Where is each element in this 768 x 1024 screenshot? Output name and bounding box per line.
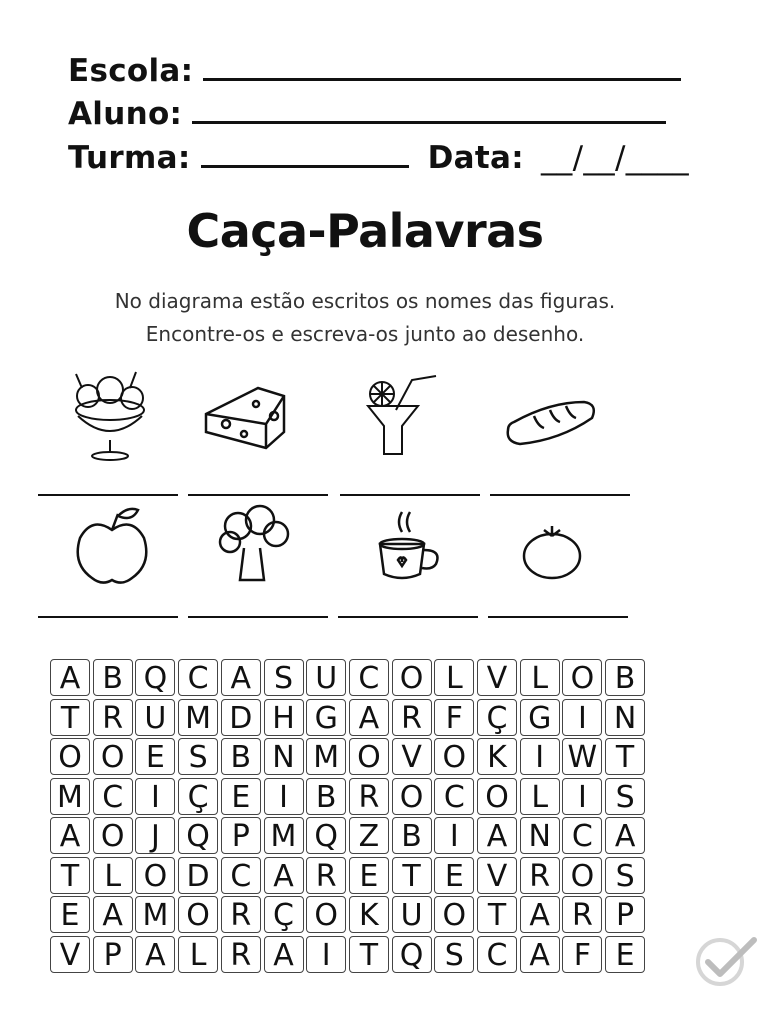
grid-cell[interactable]: A: [221, 659, 261, 696]
instructions-line-2: Encontre-os e escreva-os junto ao desenho.: [145, 322, 585, 346]
grid-cell[interactable]: C: [349, 659, 389, 696]
grid-cell[interactable]: T: [477, 896, 517, 933]
grid-cell[interactable]: D: [221, 699, 261, 736]
grid-cell[interactable]: N: [520, 817, 560, 854]
grid-cell[interactable]: B: [306, 778, 346, 815]
class-row: [68, 139, 689, 177]
grid-cell[interactable]: R: [392, 699, 432, 736]
grid-cell[interactable]: C: [477, 936, 517, 973]
grid-cell[interactable]: O: [93, 817, 133, 854]
grid-cell[interactable]: S: [264, 659, 304, 696]
queijo-icon: [196, 374, 296, 474]
student-label: Aluno:: [68, 96, 183, 132]
grid-cell[interactable]: V: [477, 857, 517, 894]
grid-cell[interactable]: M: [178, 699, 218, 736]
grid-cell[interactable]: O: [562, 857, 602, 894]
school-label: Escola:: [68, 53, 194, 89]
instructions: [0, 285, 730, 351]
pao-icon: [500, 380, 600, 480]
brocolis-icon: [204, 500, 304, 600]
grid-cell[interactable]: O: [392, 778, 432, 815]
grid-cell[interactable]: M: [306, 738, 346, 775]
grid-cell[interactable]: P: [221, 817, 261, 854]
grid-cell[interactable]: O: [434, 738, 474, 775]
answer-line-8[interactable]: [488, 616, 628, 618]
grid-cell[interactable]: N: [264, 738, 304, 775]
grid-cell[interactable]: O: [392, 659, 432, 696]
grid-cell[interactable]: E: [605, 936, 645, 973]
grid-cell[interactable]: C: [434, 778, 474, 815]
grid-cell[interactable]: A: [264, 936, 304, 973]
grid-cell[interactable]: Q: [178, 817, 218, 854]
grid-cell[interactable]: T: [50, 699, 90, 736]
grid-cell[interactable]: A: [93, 896, 133, 933]
answer-line-6[interactable]: [188, 616, 328, 618]
grid-cell[interactable]: Q: [135, 659, 175, 696]
grid-cell[interactable]: I: [434, 817, 474, 854]
grid-cell[interactable]: I: [520, 738, 560, 775]
grid-cell[interactable]: Q: [392, 936, 432, 973]
student-row: [68, 95, 666, 133]
answer-line-3[interactable]: [340, 494, 480, 496]
grid-cell[interactable]: B: [221, 738, 261, 775]
grid-cell[interactable]: G: [520, 699, 560, 736]
grid-cell[interactable]: A: [520, 936, 560, 973]
grid-cell[interactable]: R: [221, 896, 261, 933]
grid-cell[interactable]: L: [434, 659, 474, 696]
grid-cell[interactable]: N: [605, 699, 645, 736]
cafe-icon: [362, 502, 462, 602]
grid-cell[interactable]: T: [392, 857, 432, 894]
grid-cell[interactable]: C: [562, 817, 602, 854]
grid-cell[interactable]: C: [221, 857, 261, 894]
instructions-line-1: No diagrama estão escritos os nomes das figuras.: [114, 289, 616, 313]
school-row: [68, 52, 681, 90]
answer-line-7[interactable]: [338, 616, 478, 618]
date-label: Data:: [427, 140, 524, 176]
grid-cell[interactable]: K: [477, 738, 517, 775]
grid-cell[interactable]: I: [562, 778, 602, 815]
grid-cell[interactable]: O: [178, 896, 218, 933]
grid-cell[interactable]: B: [605, 659, 645, 696]
grid-cell[interactable]: I: [562, 699, 602, 736]
grid-cell[interactable]: P: [605, 896, 645, 933]
grid-cell[interactable]: V: [392, 738, 432, 775]
grid-cell[interactable]: R: [221, 936, 261, 973]
suco-icon: [356, 370, 456, 470]
grid-cell[interactable]: K: [349, 896, 389, 933]
grid-cell[interactable]: L: [520, 778, 560, 815]
grid-cell[interactable]: E: [434, 857, 474, 894]
grid-cell[interactable]: U: [306, 659, 346, 696]
grid-cell[interactable]: R: [93, 699, 133, 736]
grid-cell[interactable]: E: [221, 778, 261, 815]
grid-cell[interactable]: M: [135, 896, 175, 933]
grid-cell[interactable]: A: [477, 817, 517, 854]
grid-cell[interactable]: G: [306, 699, 346, 736]
grid-cell[interactable]: L: [178, 936, 218, 973]
grid-cell[interactable]: S: [178, 738, 218, 775]
grid-cell[interactable]: Ç: [477, 699, 517, 736]
grid-cell[interactable]: B: [93, 659, 133, 696]
grid-cell[interactable]: O: [562, 659, 602, 696]
grid-cell[interactable]: E: [349, 857, 389, 894]
maca-icon: [62, 502, 162, 602]
grid-cell[interactable]: B: [392, 817, 432, 854]
grid-cell[interactable]: R: [306, 857, 346, 894]
grid-cell[interactable]: A: [264, 857, 304, 894]
grid-cell[interactable]: M: [50, 778, 90, 815]
grid-cell[interactable]: L: [93, 857, 133, 894]
grid-cell[interactable]: O: [93, 738, 133, 775]
grid-cell[interactable]: A: [50, 659, 90, 696]
grid-cell[interactable]: T: [605, 738, 645, 775]
grid-cell[interactable]: J: [135, 817, 175, 854]
grid-cell[interactable]: O: [306, 896, 346, 933]
grid-cell[interactable]: M: [264, 817, 304, 854]
student-field[interactable]: [192, 95, 666, 124]
grid-cell[interactable]: E: [50, 896, 90, 933]
grid-cell[interactable]: C: [93, 778, 133, 815]
grid-cell[interactable]: S: [605, 857, 645, 894]
grid-cell[interactable]: A: [50, 817, 90, 854]
grid-cell[interactable]: O: [135, 857, 175, 894]
grid-cell[interactable]: I: [306, 936, 346, 973]
grid-cell[interactable]: I: [264, 778, 304, 815]
grid-cell[interactable]: H: [264, 699, 304, 736]
answer-line-1[interactable]: [38, 494, 178, 496]
grid-cell[interactable]: Q: [306, 817, 346, 854]
grid-cell[interactable]: V: [477, 659, 517, 696]
grid-cell[interactable]: L: [520, 659, 560, 696]
page-title: Caça-Palavras: [186, 204, 544, 258]
grid-cell[interactable]: S: [434, 936, 474, 973]
sorvete-icon: [60, 366, 160, 466]
grid-cell[interactable]: D: [178, 857, 218, 894]
answer-line-5[interactable]: [38, 616, 178, 618]
grid-cell[interactable]: A: [520, 896, 560, 933]
grid-cell[interactable]: U: [135, 699, 175, 736]
grid-cell[interactable]: F: [562, 936, 602, 973]
grid-cell[interactable]: A: [135, 936, 175, 973]
answer-line-2[interactable]: [188, 494, 328, 496]
grid-cell[interactable]: A: [349, 699, 389, 736]
grid-cell[interactable]: U: [392, 896, 432, 933]
grid-cell[interactable]: P: [93, 936, 133, 973]
grid-cell[interactable]: C: [178, 659, 218, 696]
grid-cell[interactable]: O: [477, 778, 517, 815]
date-field[interactable]: __/__/____: [541, 140, 689, 176]
class-label: Turma:: [68, 140, 191, 176]
grid-cell[interactable]: O: [434, 896, 474, 933]
tomate-icon: [504, 506, 604, 606]
grid-cell[interactable]: Ç: [264, 896, 304, 933]
school-field[interactable]: [203, 52, 681, 81]
grid-cell[interactable]: Z: [349, 817, 389, 854]
grid-cell[interactable]: E: [135, 738, 175, 775]
grid-cell[interactable]: A: [605, 817, 645, 854]
grid-cell[interactable]: R: [520, 857, 560, 894]
grid-cell[interactable]: F: [434, 699, 474, 736]
grid-cell[interactable]: W: [562, 738, 602, 775]
class-field[interactable]: [201, 139, 409, 168]
grid-cell[interactable]: V: [50, 936, 90, 973]
grid-cell[interactable]: O: [50, 738, 90, 775]
grid-cell[interactable]: O: [349, 738, 389, 775]
grid-cell[interactable]: T: [349, 936, 389, 973]
checkmark-icon: [694, 930, 760, 990]
answer-line-4[interactable]: [490, 494, 630, 496]
grid-cell[interactable]: R: [562, 896, 602, 933]
grid-cell[interactable]: T: [50, 857, 90, 894]
grid-cell[interactable]: Ç: [178, 778, 218, 815]
grid-cell[interactable]: S: [605, 778, 645, 815]
grid-cell[interactable]: R: [349, 778, 389, 815]
grid-cell[interactable]: I: [135, 778, 175, 815]
